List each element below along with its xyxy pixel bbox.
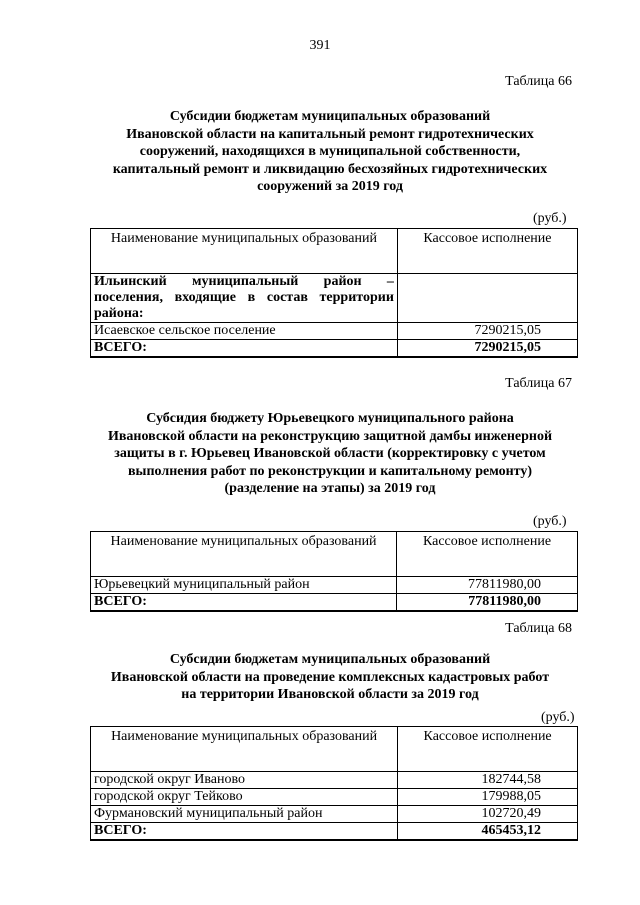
row-value: 77811980,00 [397,577,578,594]
table-68-title [88,651,572,704]
group-name: Ильинский муниципальный район – поселения, входящие в состав территории района: [91,274,398,323]
unit-label: (руб.) [541,710,575,725]
table-68 [90,726,578,841]
title-line: Субсидии бюджетам муниципальных образований [169,652,491,667]
row-value: 182744,58 [398,772,578,789]
title-line: защиты в г. Юрьевец Ивановской области (корректировку с учетом [114,446,546,461]
title-line: Субсидии бюджетам муниципальных образований [169,109,491,124]
table-header-row [91,229,578,274]
table-header-row [91,727,578,772]
table-67 [90,531,578,612]
table-row [91,806,578,823]
total-value: 77811980,00 [397,594,578,612]
table-row [91,577,578,594]
total-label: ВСЕГО: [91,340,398,358]
total-value: 465453,12 [398,823,578,841]
header-name: Наименование муниципальных образований [91,229,398,274]
title-line: Ивановской области на капитальный ремонт гидротехнических [126,126,534,142]
table-row [91,789,578,806]
title-line: выполнения работ по реконструкции и капитальному ремонту) [127,463,533,479]
table-67-title [88,410,572,498]
header-value: Кассовое исполнение [397,532,578,577]
total-value: 7290215,05 [397,340,577,358]
title-line: сооружений за 2019 год [257,179,403,194]
page-number: 391 [309,38,331,53]
table-66 [90,228,578,358]
row-name: городской округ Тейково [91,789,398,806]
row-value: 179988,05 [398,789,578,806]
table-total-row [91,823,578,841]
unit-label: (руб.) [533,514,567,529]
table-group-row [91,274,578,323]
total-label: ВСЕГО: [91,823,398,841]
row-value: 102720,49 [398,806,578,823]
title-line: Ивановской области на реконструкцию защитной дамбы инженерной [107,428,553,444]
table-row [91,323,578,340]
table-66-title [88,108,572,196]
row-name: Юрьевецкий муниципальный район [91,577,397,594]
header-name: Наименование муниципальных образований [91,727,398,772]
table-68-label: Таблица 68 [505,621,572,636]
title-line: (разделение на этапы) за 2019 год [224,481,436,496]
table-row [91,772,578,789]
row-name: городской округ Иваново [91,772,398,789]
row-name: Фурмановский муниципальный район [91,806,398,823]
table-67-label: Таблица 67 [505,376,572,391]
total-label: ВСЕГО: [91,594,397,612]
title-line: на территории Ивановской области за 2019 год [181,687,479,702]
unit-label: (руб.) [533,211,567,226]
table-header-row [91,532,578,577]
title-line: сооружений, находящихся в муниципальной собственности, [139,144,521,159]
table-total-row [91,594,578,612]
row-name: Исаевское сельское поселение [91,323,398,340]
table-66-label: Таблица 66 [505,74,572,89]
group-value-empty [397,274,577,323]
row-value: 7290215,05 [397,323,577,340]
title-line: Ивановской области на проведение комплексных кадастровых работ [110,669,550,685]
title-line: Субсидия бюджету Юрьевецкого муниципального района [146,411,514,426]
header-name: Наименование муниципальных образований [91,532,397,577]
header-value: Кассовое исполнение [397,229,577,274]
header-value: Кассовое исполнение [398,727,578,772]
title-line: капитальный ремонт и ликвидацию бесхозяйных гидротехнических [112,161,548,177]
table-total-row [91,340,578,358]
